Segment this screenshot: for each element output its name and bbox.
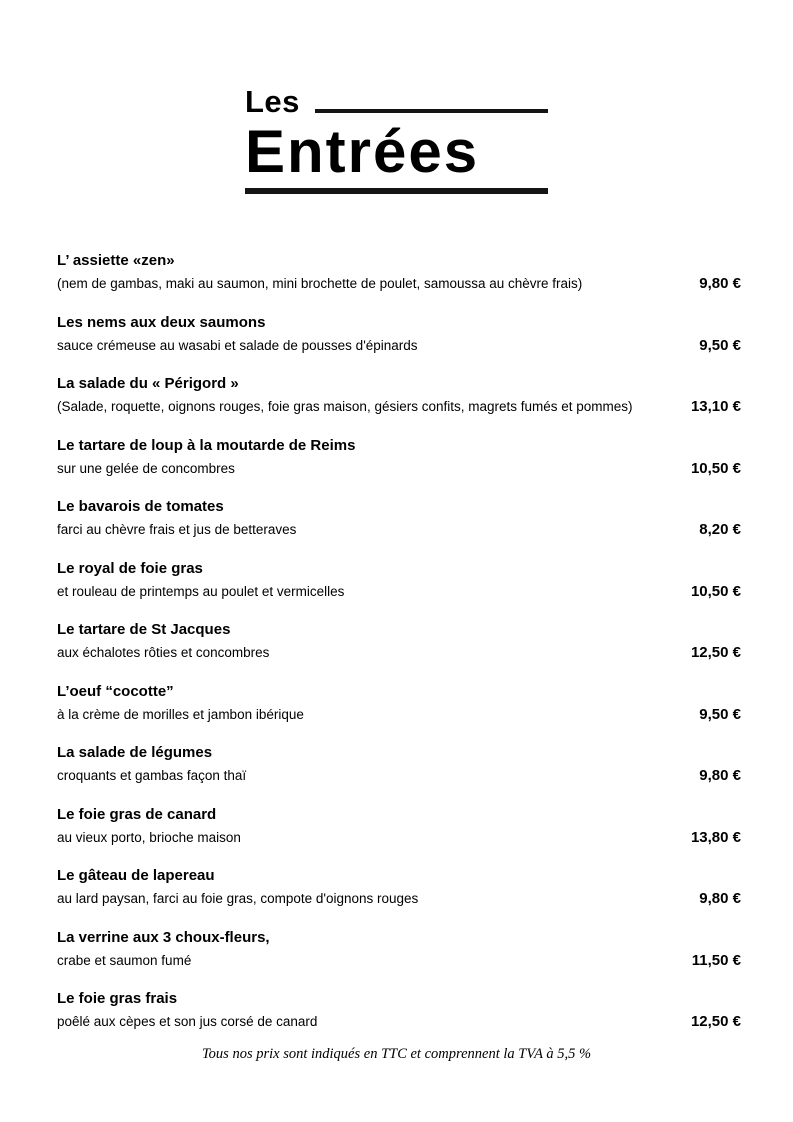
menu-item-name: La salade de légumes bbox=[57, 744, 213, 761]
menu-item-detail-row bbox=[57, 521, 741, 538]
menu-item-description: (nem de gambas, maki au saumon, mini brochette de poulet, samoussa au chèvre frais) bbox=[57, 276, 583, 291]
menu-item-detail-row bbox=[57, 583, 741, 600]
menu-item bbox=[57, 560, 741, 600]
menu-item-name: L’ assiette «zen» bbox=[57, 252, 175, 269]
menu-item-detail-row bbox=[57, 767, 741, 784]
menu-item-name: Le tartare de loup à la moutarde de Reims bbox=[57, 436, 356, 454]
menu-item-detail-row bbox=[57, 644, 741, 661]
menu-item-description: poêlé aux cèpes et son jus corsé de canard bbox=[57, 1014, 318, 1029]
menu-item bbox=[57, 252, 741, 292]
menu-item-name: La verrine aux 3 choux-fleurs, bbox=[57, 928, 270, 946]
footer-note: Tous nos prix sont indiqués en TTC et comprennent la TVA à 5,5 % bbox=[201, 1046, 592, 1062]
menu-item bbox=[57, 314, 741, 354]
menu-header-top-row bbox=[245, 86, 548, 117]
menu-item-price: 9,80 € bbox=[699, 275, 741, 292]
menu-title-large: Entrées bbox=[245, 117, 548, 194]
menu-item-description: aux échalotes rôties et concombres bbox=[57, 645, 270, 660]
menu-item bbox=[57, 437, 741, 477]
menu-item-price: 11,50 € bbox=[691, 951, 741, 969]
menu-item-price: 12,50 € bbox=[690, 1013, 741, 1030]
menu-item-name: L’oeuf “cocotte” bbox=[57, 682, 174, 700]
menu-item bbox=[57, 621, 741, 661]
menu-item-detail-row bbox=[57, 460, 741, 477]
menu-item-description: croquants et gambas façon thaï bbox=[57, 768, 247, 783]
menu-item-price: 10,50 € bbox=[690, 582, 741, 600]
menu-item-description: sauce crémeuse au wasabi et salade de pousses d'épinards bbox=[57, 337, 418, 353]
menu-item-detail-row bbox=[57, 952, 741, 969]
menu-item-detail-row bbox=[57, 337, 741, 354]
menu-item bbox=[57, 683, 741, 723]
menu-item bbox=[57, 744, 741, 784]
menu-item-price: 9,50 € bbox=[699, 705, 741, 723]
menu-item bbox=[57, 375, 741, 415]
menu-item-price: 13,10 € bbox=[690, 398, 741, 415]
menu-item-price: 9,50 € bbox=[699, 336, 741, 354]
menu-item-detail-row bbox=[57, 890, 741, 907]
menu-item-description: à la crème de morilles et jambon ibérique bbox=[57, 706, 304, 722]
menu-item-detail-row bbox=[57, 829, 741, 846]
menu-item-description: (Salade, roquette, oignons rouges, foie gras maison, gésiers confits, magrets fumés et pommes) bbox=[57, 399, 633, 414]
menu-item-name: Les nems aux deux saumons bbox=[57, 313, 266, 331]
menu-list bbox=[57, 252, 741, 1052]
menu-item-name: Le gâteau de lapereau bbox=[57, 867, 215, 884]
menu-item bbox=[57, 806, 741, 846]
menu-item bbox=[57, 498, 741, 538]
menu-item-detail-row bbox=[57, 398, 741, 415]
menu-header bbox=[245, 86, 548, 194]
menu-item-price: 8,20 € bbox=[699, 521, 741, 538]
menu-item-price: 9,80 € bbox=[699, 767, 741, 784]
menu-item-description: farci au chèvre frais et jus de betteraves bbox=[57, 522, 297, 537]
menu-item-detail-row bbox=[57, 706, 741, 723]
menu-item-name: Le foie gras frais bbox=[57, 990, 178, 1007]
menu-item bbox=[57, 990, 741, 1030]
menu-item-description: sur une gelée de concombres bbox=[57, 460, 235, 476]
menu-item-detail-row bbox=[57, 1013, 741, 1030]
menu-item-detail-row bbox=[57, 275, 741, 292]
menu-title-small: Les bbox=[245, 84, 300, 119]
menu-item-name: Le bavarois de tomates bbox=[57, 498, 224, 515]
menu-item-description: crabe et saumon fumé bbox=[57, 952, 192, 968]
menu-item-price: 13,80 € bbox=[690, 828, 741, 846]
menu-item-price: 9,80 € bbox=[699, 890, 741, 907]
menu-item bbox=[57, 867, 741, 907]
menu-item-price: 10,50 € bbox=[690, 459, 741, 477]
menu-item-name: Le foie gras de canard bbox=[57, 805, 217, 823]
menu-item bbox=[57, 929, 741, 969]
header-top-rule bbox=[315, 109, 548, 113]
menu-item-price: 12,50 € bbox=[690, 644, 741, 661]
menu-item-name: La salade du « Périgord » bbox=[57, 375, 239, 392]
menu-item-description: et rouleau de printemps au poulet et vermicelles bbox=[57, 583, 345, 599]
menu-item-description: au lard paysan, farci au foie gras, compote d'oignons rouges bbox=[57, 891, 419, 906]
menu-item-description: au vieux porto, brioche maison bbox=[57, 829, 241, 845]
menu-item-name: Le royal de foie gras bbox=[57, 559, 203, 577]
menu-item-name: Le tartare de St Jacques bbox=[57, 621, 231, 638]
